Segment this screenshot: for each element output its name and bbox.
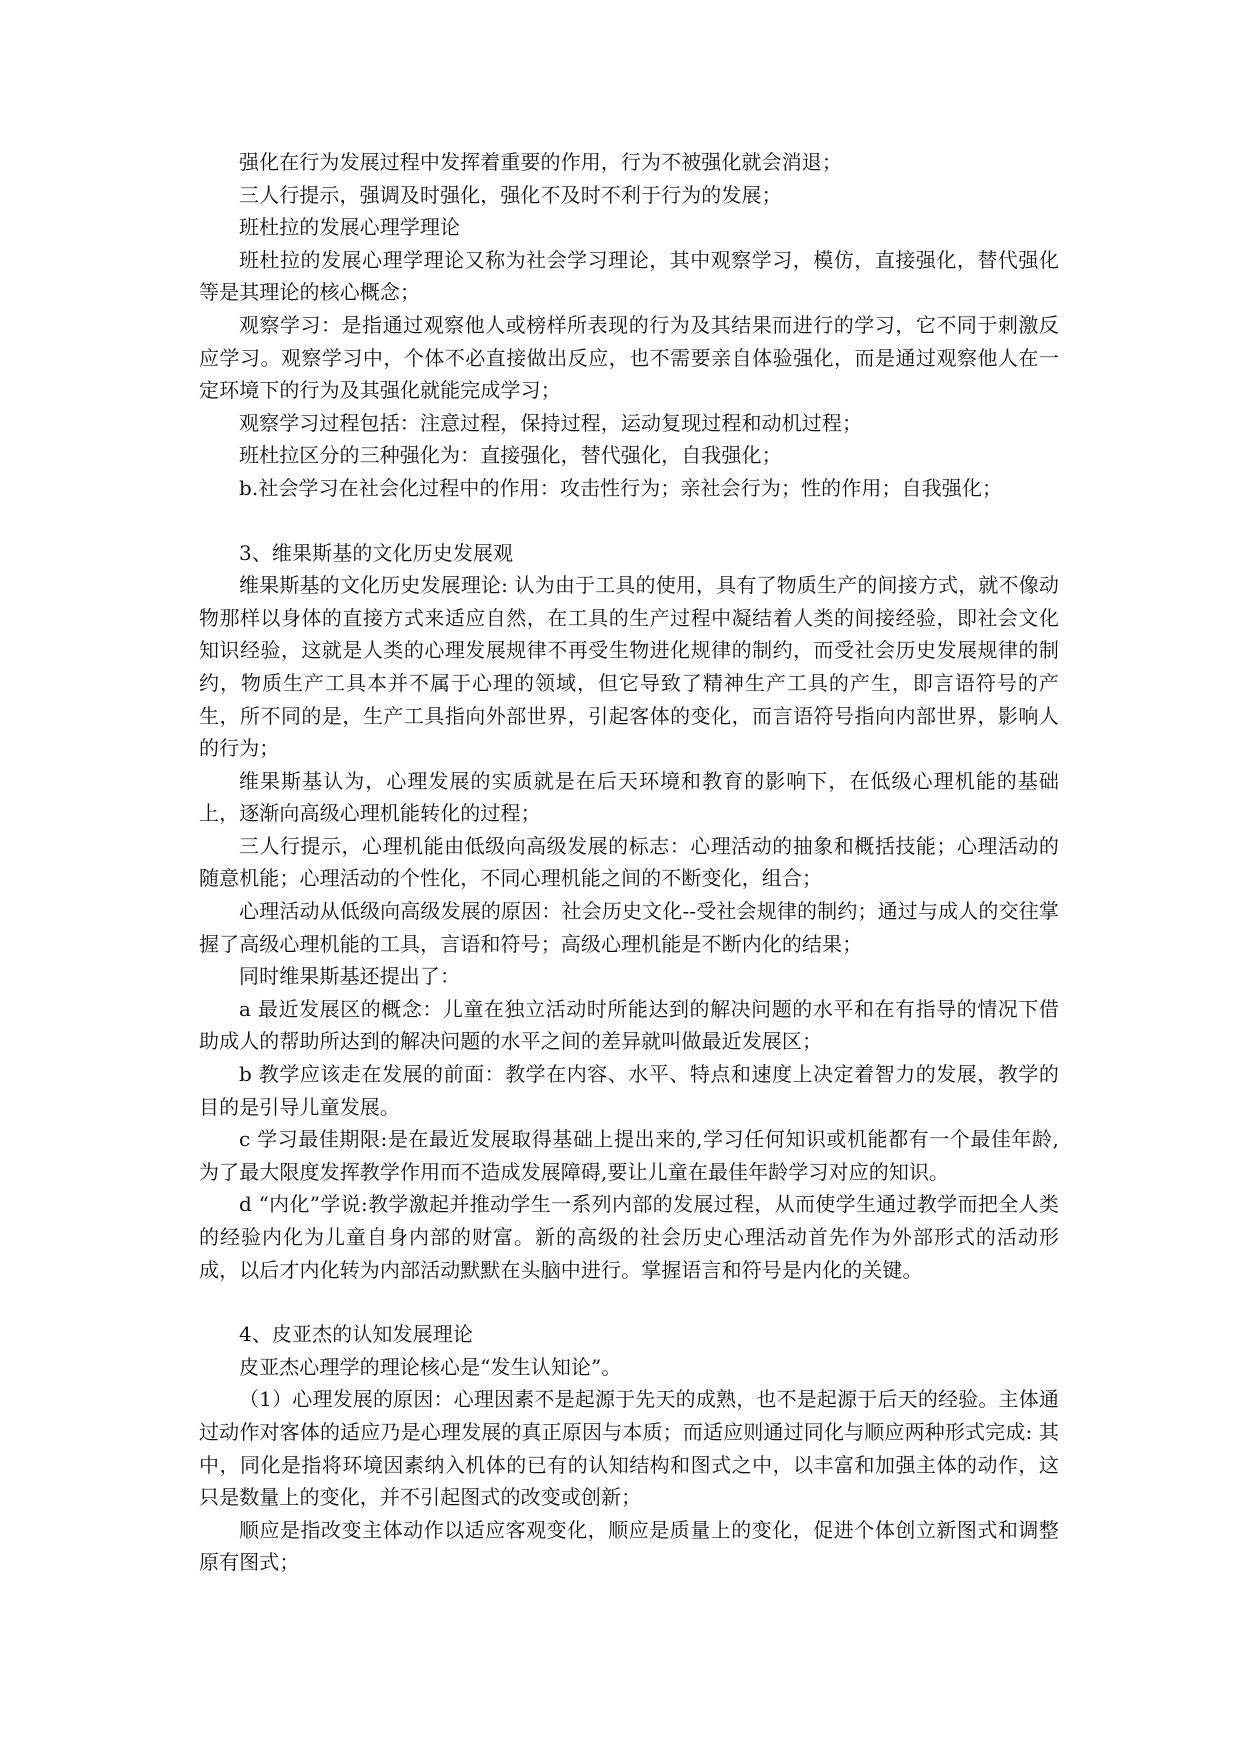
paragraph: 维果斯基认为，心理发展的实质就是在后天环境和教育的影响下，在低级心理机能的基础上，逐渐向高级心理机能转化的过程； (199, 768, 1059, 826)
section-heading: 3、维果斯基的文化历史发展观 (239, 540, 514, 565)
paragraph: 顺应是指改变主体动作以适应客观变化，顺应是质量上的变化，促进个体创立新图式和调整原有图式； (199, 1517, 1059, 1575)
paragraph: 观察学习：是指通过观察他人或榜样所表现的行为及其结果而进行的学习，它不同于刺激反应学习。观察学习中，个体不必直接做出反应，也不需要亲自体验强化，而是通过观察他人在一定环境下的行为及其强化就能完成学习； (199, 312, 1059, 403)
paragraph: 班杜拉的发展心理学理论又称为社会学习理论，其中观察学习，模仿，直接强化，替代强化等是其理论的核心概念； (199, 247, 1059, 305)
paragraph: 三人行提示，强调及时强化，强化不及时不利于行为的发展； (239, 182, 782, 207)
paragraph: （1）心理发展的原因：心理因素不是起源于先天的成熟，也不是起源于后天的经验。主体通过动作对客体的适应乃是心理发展的真正原因与本质；而适应则通过同化与顺应两种形式完成: 其中，同化是指将环境因素纳入机体的已有的认知结构和图式之中，以丰富和加强主体的动作，这只是数量上的变化，并不引起图式的改变或创新； (199, 1387, 1059, 1510)
paragraph: 强化在行为发展过程中发挥着重要的作用，行为不被强化就会消退； (239, 150, 842, 174)
paragraph: 三人行提示，心理机能由低级向高级发展的标志：心理活动的抽象和概括技能；心理活动的随意机能；心理活动的个性化，不同心理机能之间的不断变化，组合； (199, 833, 1059, 891)
list-item: d “内化”学说:教学激起并推动学生一系列内部的发展过程，从而使学生通过教学而把全人类的经验内化为儿童自身内部的财富。新的高级的社会历史心理活动首先作为外部形式的活动形成，以后才内化转为内部活动默默在头脑中进行。掌握语言和符号是内化的关键。 (199, 1192, 1059, 1282)
subheading: 班杜拉的发展心理学理论 (239, 215, 461, 240)
list-item: a 最近发展区的概念：儿童在独立活动时所能达到的解决问题的水平和在有指导的情况下借助成人的帮助所达到的解决问题的水平之间的差异就叫做最近发展区； (199, 996, 1059, 1054)
paragraph: 皮亚杰心理学的理论核心是“发生认知论”。 (239, 1354, 622, 1379)
paragraph: 班杜拉区分的三种强化为：直接强化，替代强化，自我强化； (239, 443, 782, 468)
paragraph: 心理活动从低级向高级发展的原因：社会历史文化--受社会规律的制约；通过与成人的交往掌握了高级心理机能的工具，言语和符号；高级心理机能是不断内化的结果； (199, 899, 1059, 956)
section-heading: 4、皮亚杰的认知发展理论 (239, 1322, 473, 1347)
paragraph: 维果斯基的文化历史发展理论: 认为由于工具的使用，具有了物质生产的间接方式，就不像动物那样以身体的直接方式来适应自然，在工具的生产过程中凝结着人类的间接经验，即社会文化知识经验，这就是人类的心理发展规律不再受生物进化规律的制约，而受社会历史发展规律的制约，物质生产工具本并不属于心理的领域，但它导致了精神生产工具的产生，即言语符号的产生，所不同的是，生产工具指向外部世界，引起客体的变化，而言语符号指向内部世界，影响人的行为； (199, 573, 1059, 761)
paragraph: 同时维果斯基还提出了： (239, 964, 461, 989)
paragraph: 观察学习过程包括：注意过程，保持过程，运动复现过程和动机过程； (239, 410, 863, 435)
paragraph: b.社会学习在社会化过程中的作用：攻击性行为；亲社会行为；性的作用；自我强化； (239, 475, 1003, 500)
list-item: b 教学应该走在发展的前面：教学在内容、水平、特点和速度上决定着智力的发展，教学的目的是引导儿童发展。 (199, 1062, 1059, 1119)
list-item: c 学习最佳期限:是在最近发展取得基础上提出来的,学习任何知识或机能都有一个最佳年龄,为了最大限度发挥教学作用而不造成发展障碍,要让儿童在最佳年龄学习对应的知识。 (199, 1127, 1059, 1184)
document-body (199, 146, 1059, 1579)
